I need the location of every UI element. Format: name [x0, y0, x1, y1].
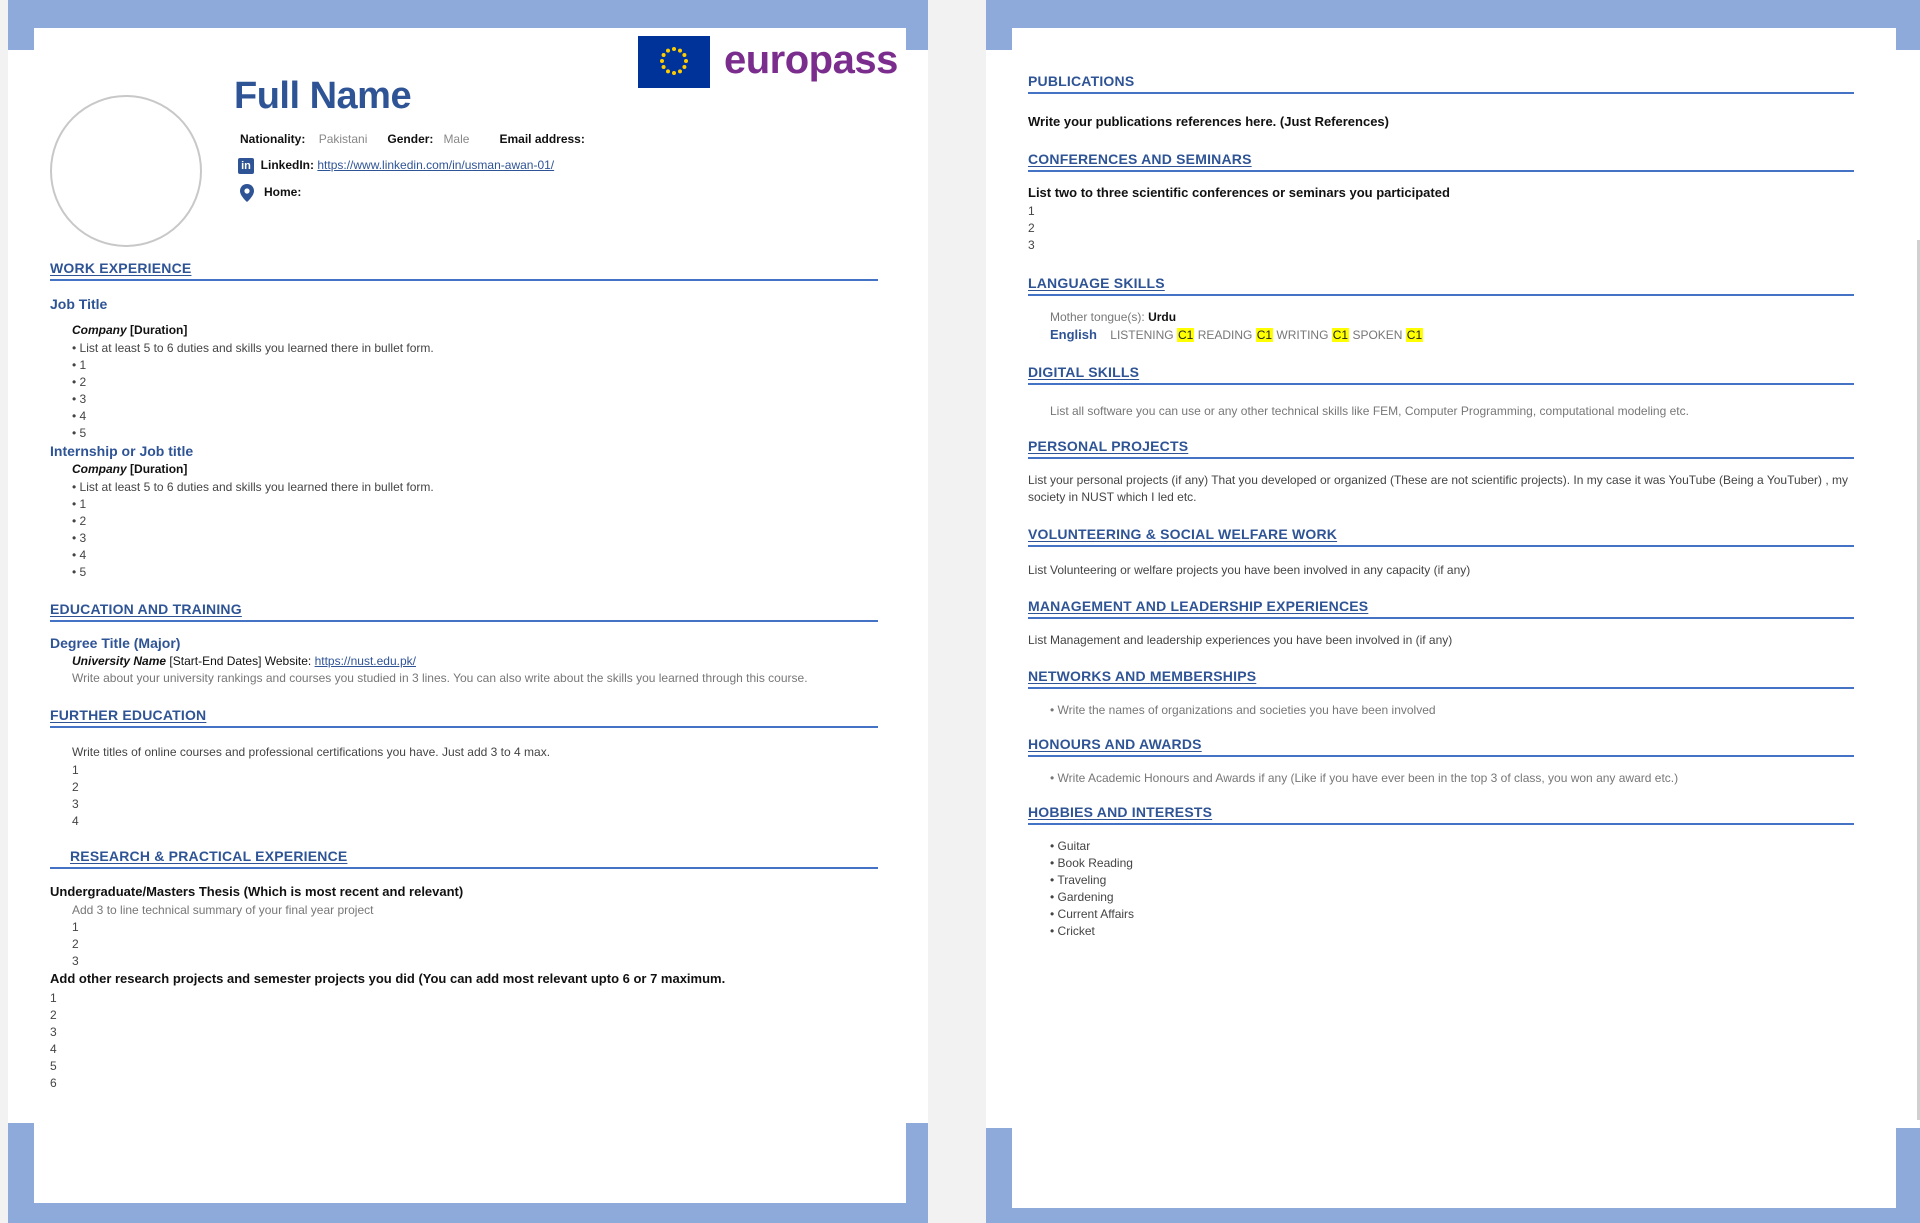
- bottom-frame-band: [986, 1208, 1920, 1223]
- gender-value: Male: [443, 132, 470, 146]
- frame-inner-cutout: [1012, 28, 1896, 50]
- list-item: • 5: [72, 426, 87, 440]
- list-item: • 4: [72, 409, 87, 423]
- list-item: 2: [1028, 221, 1035, 235]
- list-item: 5: [50, 1059, 57, 1073]
- reading-label: READING: [1197, 328, 1253, 342]
- list-item: • Guitar: [1050, 839, 1091, 853]
- section-further-education: FURTHER EDUCATION: [50, 707, 878, 728]
- spoken-label: SPOKEN: [1352, 328, 1403, 342]
- list-item: • 3: [72, 392, 87, 406]
- section-personal-projects: PERSONAL PROJECTS: [1028, 438, 1854, 459]
- conferences-text: List two to three scientific conferences or seminars you participated: [1028, 185, 1450, 200]
- list-item: • List at least 5 to 6 duties and skills you learned there in bullet form.: [72, 480, 434, 494]
- publications-text: Write your publications references here. (Just References): [1028, 114, 1389, 129]
- home-row: [240, 184, 301, 202]
- profile-photo-placeholder[interactable]: [50, 95, 202, 247]
- nationality-value: Pakistani: [318, 132, 368, 146]
- section-networks: NETWORKS AND MEMBERSHIPS: [1028, 668, 1854, 689]
- list-item: 6: [50, 1076, 57, 1090]
- job2-company-row: [72, 462, 187, 476]
- top-right-frame-corner: [1896, 0, 1920, 50]
- education-description: Write about your university rankings and courses you studied in 3 lines. You can also write about the skills you learned through this course.: [72, 671, 808, 685]
- job1-title: Job Title: [50, 296, 108, 312]
- list-item: 1: [72, 920, 79, 934]
- university-name: University Name: [72, 654, 167, 668]
- mother-tongue-label: Mother tongue(s):: [1050, 310, 1145, 324]
- language-row-english: [1050, 327, 1423, 342]
- list-item: 4: [50, 1042, 57, 1056]
- email-label: Email address:: [499, 132, 585, 146]
- reading-level: C1: [1256, 328, 1273, 342]
- top-frame-band: [8, 0, 928, 28]
- education-dates: [Start-End Dates] Website:: [169, 654, 312, 668]
- networks-text: • Write the names of organizations and societies you have been involved: [1050, 703, 1436, 717]
- section-honours: HONOURS AND AWARDS: [1028, 736, 1854, 757]
- listening-label: LISTENING: [1110, 328, 1174, 342]
- university-row: [72, 654, 416, 668]
- honours-text: • Write Academic Honours and Awards if any (Like if you have ever been in the top 3 of class, you won any award etc.): [1050, 771, 1679, 785]
- thesis-description: Add 3 to line technical summary of your final year project: [72, 903, 374, 917]
- job2-title: Internship or Job title: [50, 443, 194, 459]
- list-item: 2: [50, 1008, 57, 1022]
- list-item: • 1: [72, 497, 87, 511]
- thesis-title: Undergraduate/Masters Thesis (Which is most recent and relevant): [50, 884, 464, 899]
- mother-tongue-value: Urdu: [1148, 310, 1177, 324]
- cv-page-1: [8, 0, 928, 1223]
- list-item: 3: [1028, 238, 1035, 252]
- other-research-items: [50, 990, 57, 1092]
- job1-duration: [Duration]: [130, 323, 188, 337]
- job2-duration: [Duration]: [130, 462, 188, 476]
- linkedin-row: [238, 158, 554, 174]
- mother-tongue-row: [1050, 310, 1176, 324]
- section-management: MANAGEMENT AND LEADERSHIP EXPERIENCES: [1028, 598, 1854, 619]
- eu-flag-icon: [638, 36, 710, 88]
- list-item: 2: [72, 937, 79, 951]
- europass-wordmark: europass: [724, 38, 898, 82]
- list-item: 3: [72, 797, 79, 811]
- linkedin-label: LinkedIn:: [260, 158, 315, 173]
- language-name: English: [1050, 327, 1097, 342]
- top-left-frame-corner: [986, 0, 1012, 50]
- digital-skills-text: List all software you can use or any other technical skills like FEM, Computer Programming, computational modeling etc.: [1050, 404, 1689, 418]
- europass-logo: [638, 36, 898, 88]
- section-language-skills: LANGUAGE SKILLS: [1028, 275, 1854, 296]
- degree-title: Degree Title (Major): [50, 635, 181, 651]
- conference-items: [1028, 203, 1035, 254]
- management-text: List Management and leadership experiences you have been involved in (if any): [1028, 633, 1453, 647]
- linkedin-icon: in: [238, 158, 254, 174]
- job1-company-row: [72, 323, 187, 337]
- hobbies-list: [1050, 838, 1134, 940]
- list-item: • Current Affairs: [1050, 907, 1135, 921]
- list-item: 2: [72, 780, 79, 794]
- top-right-frame-corner: [906, 0, 928, 50]
- location-pin-icon: [240, 184, 254, 202]
- section-volunteering: VOLUNTEERING & SOCIAL WELFARE WORK: [1028, 526, 1854, 547]
- top-left-frame-corner: [8, 0, 34, 50]
- job2-company: Company: [72, 462, 127, 476]
- honours-text-content: Write Academic Honours and Awards if any (Like if you have ever been in the top 3 of class, you won any award etc.): [1057, 771, 1679, 785]
- linkedin-link[interactable]: https://www.linkedin.com/in/usman-awan-01/: [317, 158, 555, 173]
- personal-projects-text: List your personal projects (if any) That you developed or organized (These are not scientific projects). In my case it was YouTube (Being a YouTuber) , my society in NUST which I led etc.: [1028, 473, 1848, 504]
- job1-company: Company: [72, 323, 127, 337]
- section-publications: PUBLICATIONS: [1028, 73, 1854, 94]
- list-item: • 2: [72, 375, 87, 389]
- list-item: 3: [72, 954, 79, 968]
- list-item: • List at least 5 to 6 duties and skills you learned there in bullet form.: [72, 341, 434, 355]
- top-frame-band: [986, 0, 1920, 28]
- list-item: 1: [50, 991, 57, 1005]
- cv-page-2: [986, 0, 1920, 1223]
- list-item: • Gardening: [1050, 890, 1114, 904]
- gender-label: Gender:: [387, 132, 434, 146]
- list-item: 1: [72, 763, 79, 777]
- thesis-items: [72, 919, 79, 970]
- list-item: • Cricket: [1050, 924, 1095, 938]
- further-intro: Write titles of online courses and professional certifications you have. Just add 3 to 4 max.: [72, 745, 551, 759]
- listening-level: C1: [1178, 328, 1194, 342]
- university-website-link[interactable]: https://nust.edu.pk/: [314, 654, 416, 668]
- list-item: • 1: [72, 358, 87, 372]
- writing-level: C1: [1332, 328, 1349, 342]
- networks-text-content: Write the names of organizations and societies you have been involved: [1057, 703, 1436, 717]
- home-label: Home:: [264, 185, 302, 200]
- list-item: • Book Reading: [1050, 856, 1133, 870]
- list-item: • 4: [72, 548, 87, 562]
- job1-bullets: [72, 340, 434, 442]
- full-name: Full Name: [234, 75, 412, 117]
- volunteering-text: List Volunteering or welfare projects you have been involved in any capacity (if any): [1028, 563, 1471, 577]
- further-items: [72, 762, 79, 830]
- list-item: • Traveling: [1050, 873, 1107, 887]
- list-item: • 5: [72, 565, 87, 579]
- list-item: • 2: [72, 514, 87, 528]
- other-research-title: Add other research projects and semester projects you did (You can add most relevant upto 6 or 7 maximum.: [50, 971, 726, 986]
- nationality-row: [240, 132, 585, 146]
- job2-bullets: [72, 479, 434, 581]
- nationality-label: Nationality:: [240, 132, 306, 146]
- list-item: 3: [50, 1025, 57, 1039]
- section-hobbies: HOBBIES AND INTERESTS: [1028, 804, 1854, 825]
- list-item: 4: [72, 814, 79, 828]
- section-work-experience: WORK EXPERIENCE: [50, 260, 878, 281]
- list-item: 1: [1028, 204, 1035, 218]
- section-education: EDUCATION AND TRAINING: [50, 601, 878, 622]
- section-digital-skills: DIGITAL SKILLS: [1028, 364, 1854, 385]
- list-item: • 3: [72, 531, 87, 545]
- spoken-level: C1: [1406, 328, 1423, 342]
- section-conferences: CONFERENCES AND SEMINARS: [1028, 151, 1854, 172]
- writing-label: WRITING: [1276, 328, 1329, 342]
- bottom-frame-band: [8, 1203, 928, 1223]
- section-research: RESEARCH & PRACTICAL EXPERIENCE: [50, 848, 878, 869]
